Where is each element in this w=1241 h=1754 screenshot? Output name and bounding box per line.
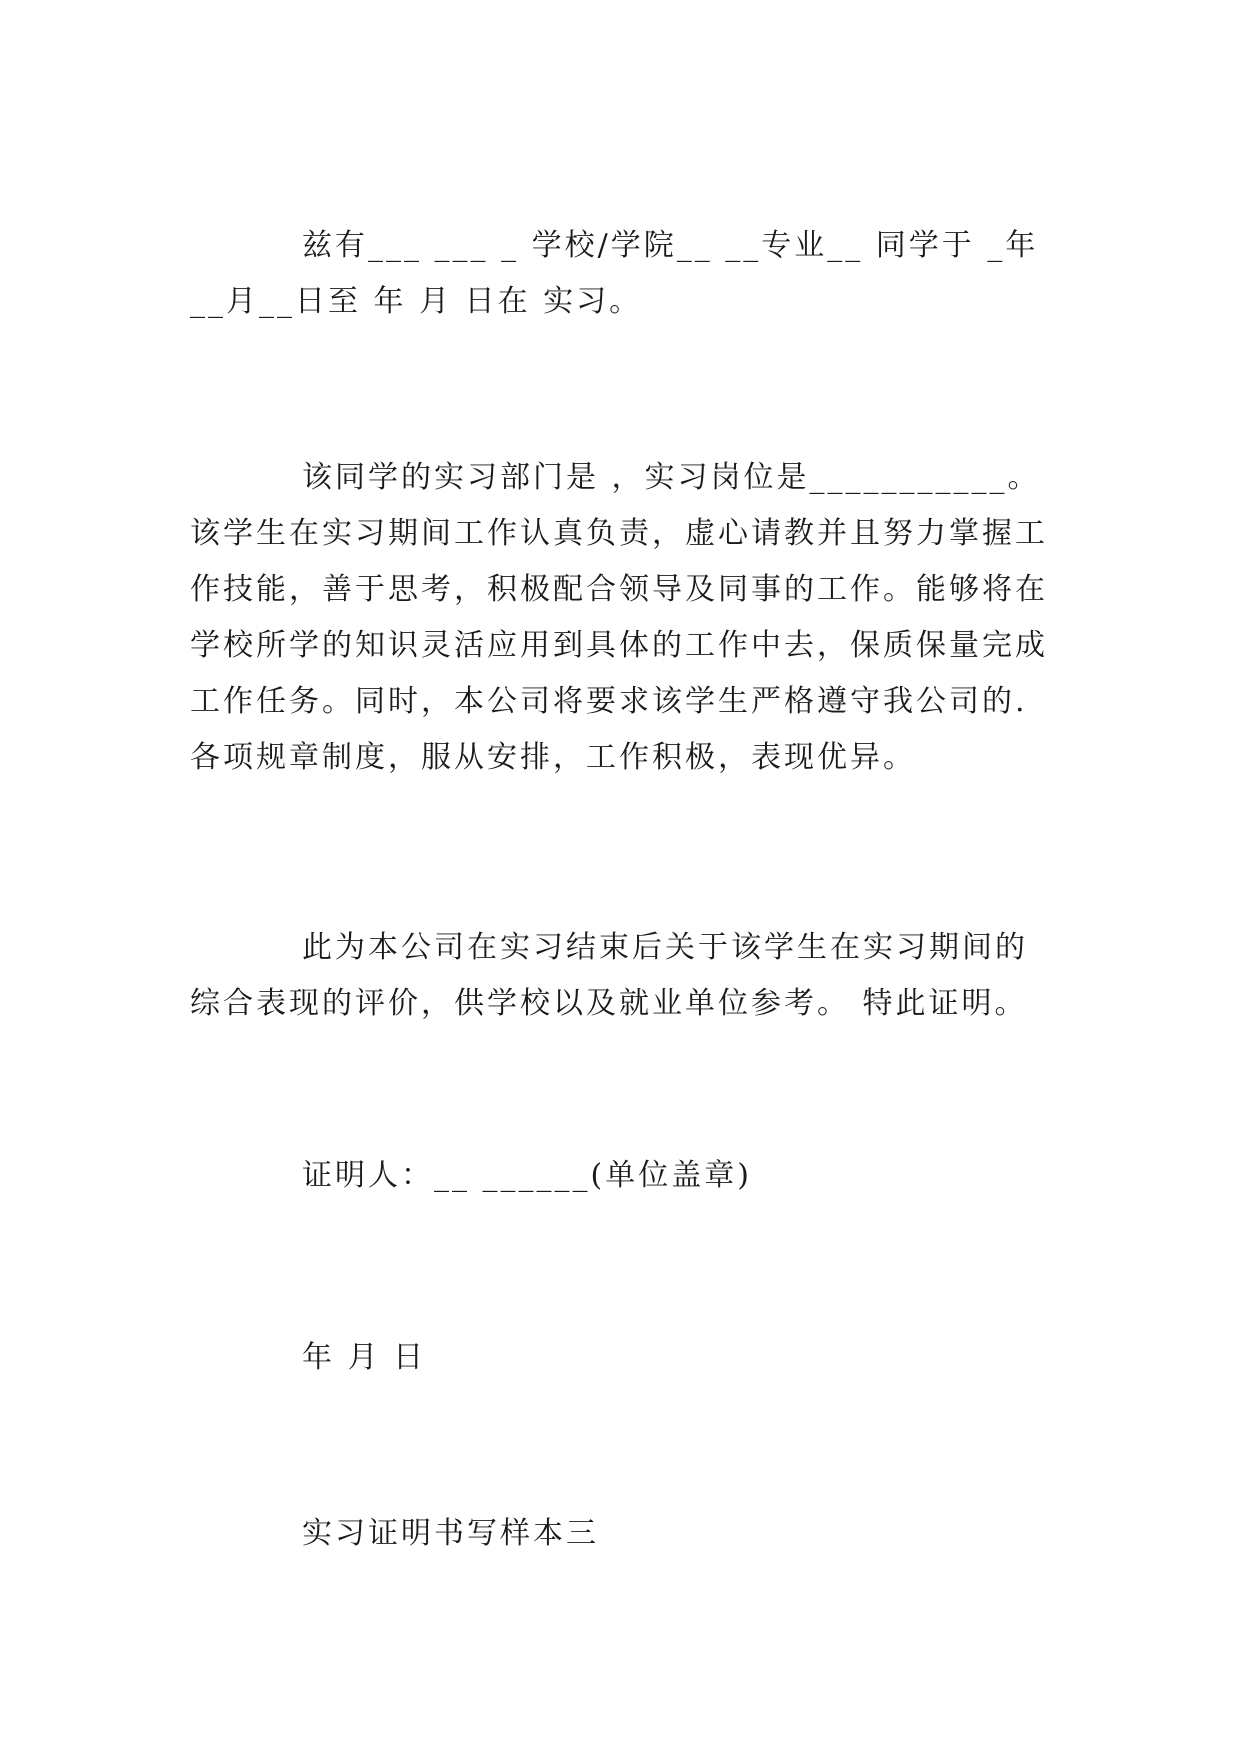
closing-paragraph: 此为本公司在实习结束后关于该学生在实习期间的综合表现的评价，供学校以及就业单位参考。 特此证明。: [190, 930, 1028, 1021]
date-line: 年 月 日: [302, 1340, 427, 1375]
next-section-heading: 实习证明书写样本三: [302, 1516, 599, 1551]
evaluation-paragraph: 该同学的实习部门是 ，实习岗位是___________。该学生在实习期间工作认真负责，虚心请教并且努力掌握工作技能，善于思考，积极配合领导及同事的工作。能够将在学校所学的知识灵活应用到具体的工作中去，保质保量完成工作任务。同时，本公司将要求该学生严格遵守我公司的.各项规章制度，服从安排，工作积极，表现优异。: [190, 460, 1048, 775]
intro-paragraph: 兹有___ ___ _ 学校/学院__ __专业__ 同学于 _年__月__日至 年 月 日在 实习。: [190, 228, 1039, 319]
certifier-line: 证明人：__ ______(单位盖章): [302, 1158, 752, 1193]
